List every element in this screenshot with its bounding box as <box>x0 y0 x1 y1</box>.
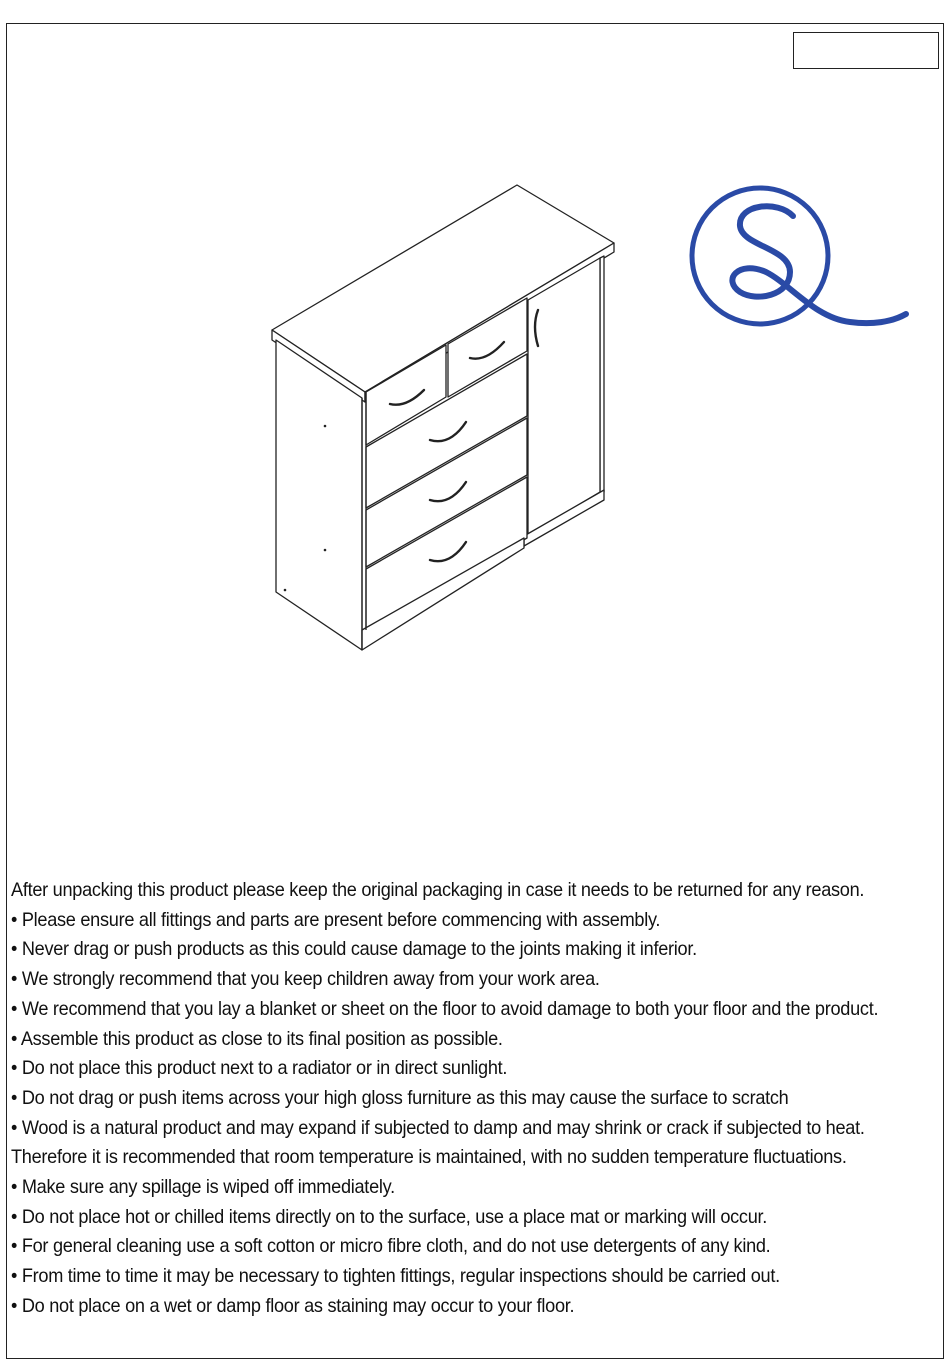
intro-line: After unpacking this product please keep the original packaging in case it needs to be returned for any reason. <box>11 879 865 901</box>
instruction-line: • We recommend that you lay a blanket or sheet on the floor to avoid damage to both your floor and the product. <box>11 997 879 1020</box>
instruction-line: • Never drag or push products as this could cause damage to the joints making it inferior. <box>11 938 697 961</box>
instruction-line: Therefore it is recommended that room temperature is maintained, with no sudden temperature fluctuations. <box>11 1146 847 1169</box>
instruction-line: • Assemble this product as close to its final position as possible. <box>11 1027 503 1050</box>
sq-logo-icon <box>684 180 910 330</box>
instruction-line: • Do not place on a wet or damp floor as staining may occur to your floor. <box>11 1294 575 1317</box>
chest-of-drawers-illustration <box>265 180 625 655</box>
instruction-line: • Wood is a natural product and may expand if subjected to damp and may shrink or crack if subjected to heat. <box>11 1116 865 1139</box>
instruction-line: • From time to time it may be necessary to tighten fittings, regular inspections should be carried out. <box>11 1265 780 1288</box>
care-instructions <box>11 876 880 1322</box>
instruction-line: • We strongly recommend that you keep children away from your work area. <box>11 968 600 991</box>
instruction-line: • Do not drag or push items across your high gloss furniture as this may cause the surface to scratch <box>11 1086 789 1109</box>
instruction-line: • Do not place hot or chilled items directly on to the surface, use a place mat or marking will occur. <box>11 1205 768 1228</box>
instruction-line: • Do not place this product next to a radiator or in direct sunlight. <box>11 1057 508 1080</box>
product-code-box <box>793 32 939 69</box>
instruction-line: • For general cleaning use a soft cotton or micro fibre cloth, and do not use detergents of any kind. <box>11 1235 771 1258</box>
instruction-line: • Please ensure all fittings and parts are present before commencing with assembly. <box>11 908 661 931</box>
instruction-line: • Make sure any spillage is wiped off immediately. <box>11 1176 395 1199</box>
door-panel <box>528 258 600 535</box>
